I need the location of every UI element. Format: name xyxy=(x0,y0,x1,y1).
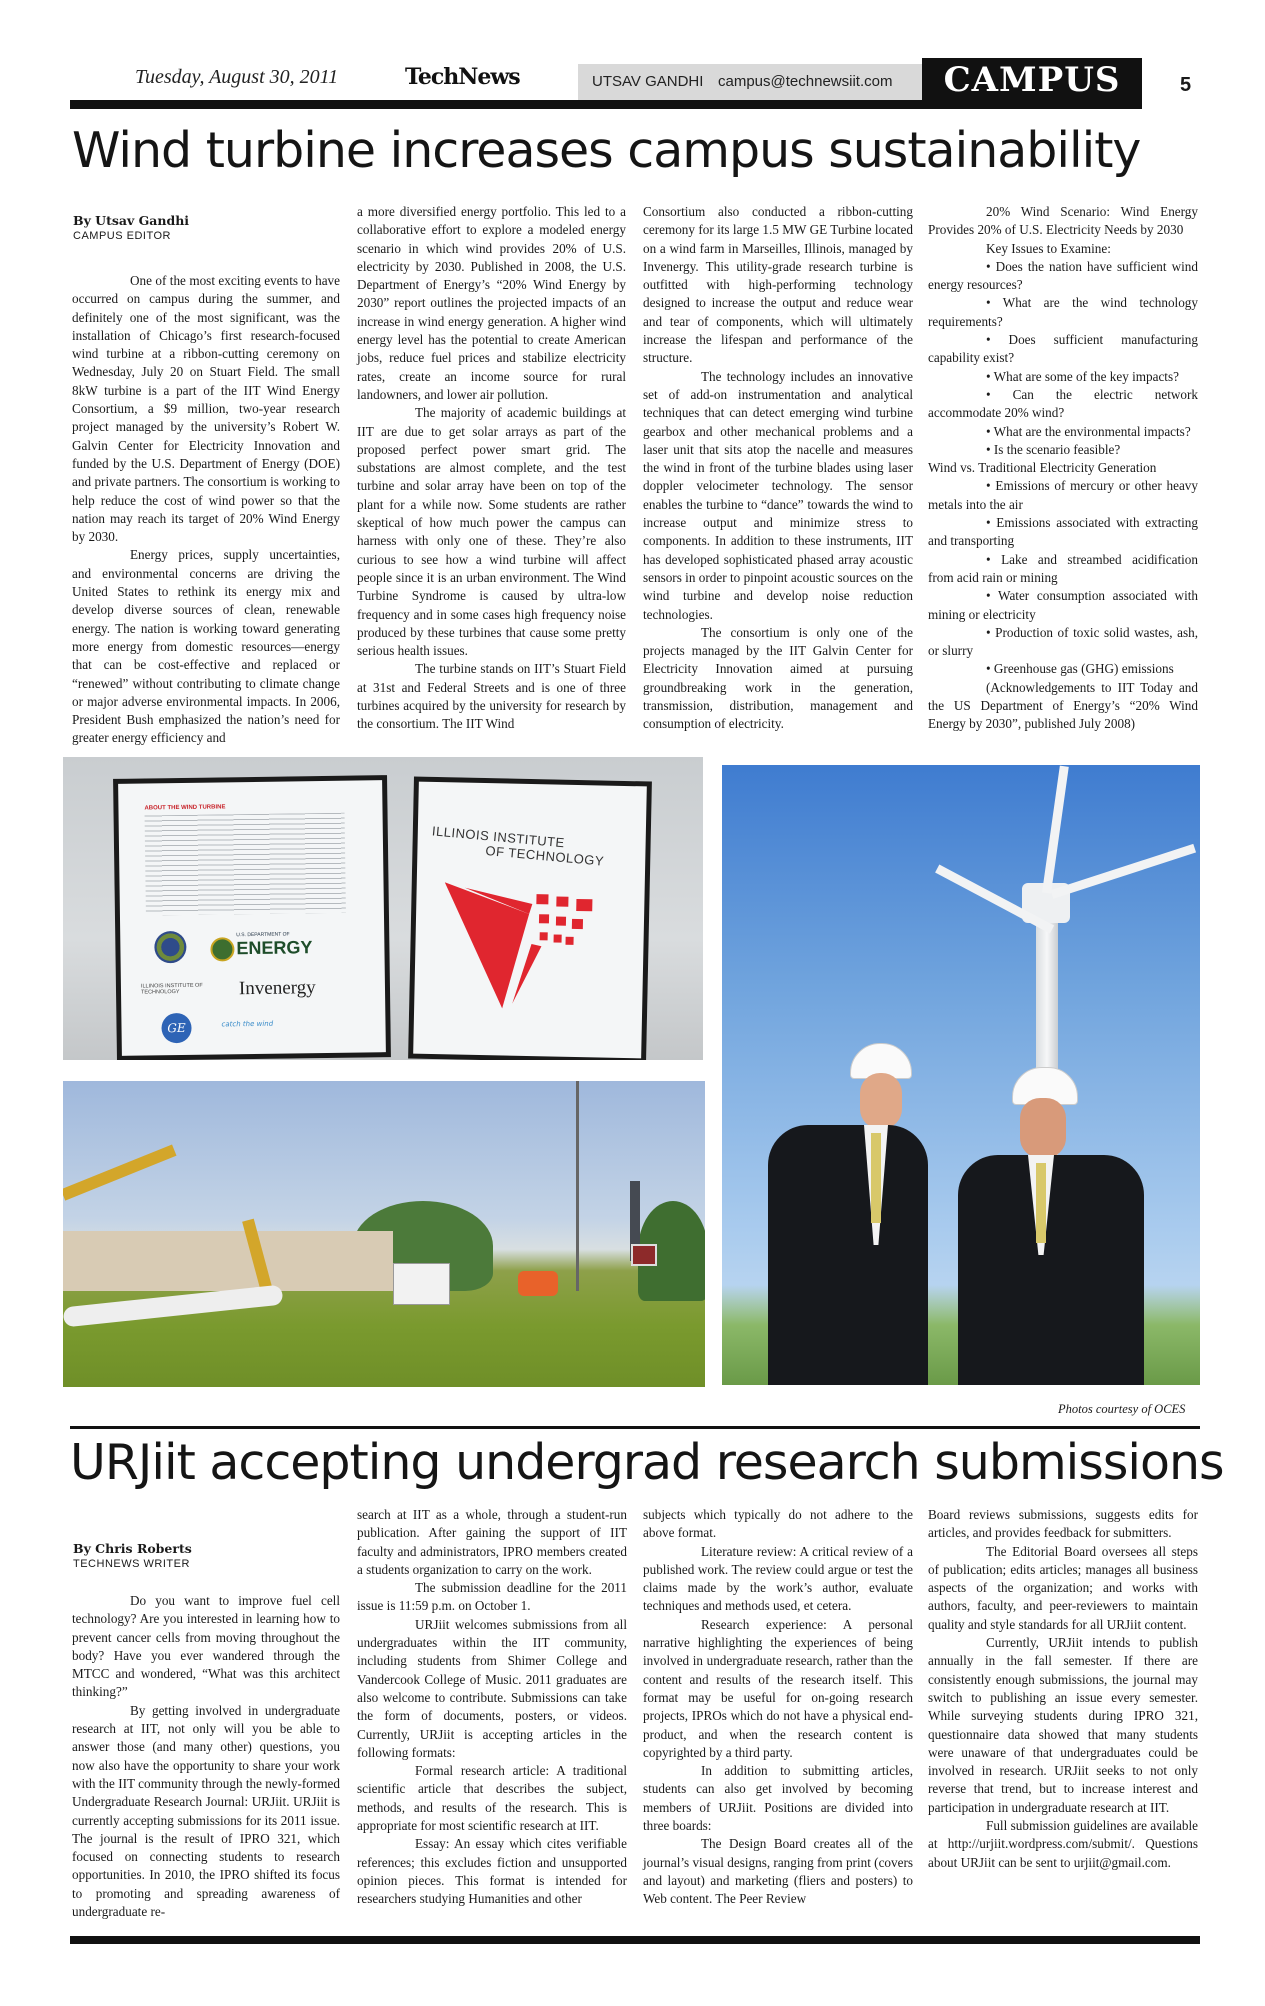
footer-rule xyxy=(70,1936,1200,1944)
bleachers xyxy=(63,1231,393,1291)
section-editor: UTSAV GANDHI xyxy=(592,73,704,90)
safety-fence xyxy=(518,1271,558,1296)
excavator-arm xyxy=(63,1144,177,1200)
sign-heading: ABOUT THE WIND TURBINE xyxy=(144,804,226,812)
list-item: • Lake and streambed acidification from acid rain or mining xyxy=(928,551,1198,585)
suit xyxy=(768,1125,928,1385)
list-item: • Water consumption associated with mining or electricity xyxy=(928,588,1198,622)
article2-byline: By Chris Roberts xyxy=(73,1541,192,1556)
catch-the-wind-logo: catch the wind xyxy=(221,1019,274,1029)
sidebar-intro: 20% Wind Scenario: Wind Energy Provides 20% of U.S. Electricity Needs by 2030 xyxy=(928,204,1198,238)
ge-logo-icon: GE xyxy=(161,1013,191,1043)
publication-logo: TechNews xyxy=(405,64,520,90)
doe-logo-text: ENERGY xyxy=(236,937,313,959)
paragraph: Do you want to improve fuel cell technology? Are you interested in learning how to prevent cancer cells from moving throughout the body? Have you ever wandered through the MTCC and wondered, “What was this architect thinking?” xyxy=(72,1593,340,1700)
doe-seal-icon xyxy=(210,937,234,961)
paragraph: The technology includes an innovative set of add-on instrumentation and analytical techniques that can detect emerging wind turbine gearbox and other mechanical problems and a laser unit that sits atop the nacelle and measures the wind in front of the turbine blades using laser doppler velocimeter technology. The sensor enables the turbine to “dance” towards the wind to increase output and minimize stress to components. In addition to these instruments, IIT has developed sophisticated phased array acoustic sensors in order to pinpoint acoustic sources on the wind turbine and develop noise reduction technologies. xyxy=(643,368,913,622)
paragraph: By getting involved in undergraduate research at IIT, not only will you be able to answer those (and many other) questions, you now also have the opportunity to share your work with the IIT community through the newly-formed Undergraduate Research Journal: URJiit. URJiit is currently accepting submissions for its 2011 issue. The journal is the result of IPRO 321, which focused on connecting students to research opportunities. In 2010, the IPRO shifted its focus to promoting and spreading awareness of undergraduate re- xyxy=(72,1702,340,1920)
paragraph: Essay: An essay which cites verifiable references; this excludes fiction and unsupported opinion pieces. This format is intended for researchers studying Humanities and other xyxy=(357,1836,627,1907)
list-item: • What are the environmental impacts? xyxy=(986,423,1191,439)
suit xyxy=(958,1155,1144,1385)
doe-label: U.S. DEPARTMENT OF xyxy=(236,931,290,939)
sidebar-comparison-label: Wind vs. Traditional Electricity Generation xyxy=(928,460,1157,476)
paragraph: Full submission guidelines are available at http://urjiit.wordpress.com/submit/. Questions about URJiit can be sent to urjiit@gmail.com. xyxy=(928,1818,1198,1870)
paragraph: URJiit welcomes submissions from all undergraduates within the IIT community, including students from Shimer College and Vandercook College of Music. 2011 graduates are also welcome to contribute. Submissions can take the form of documents, posters, or videos. Currently, URJiit is accepting articles in the following formats: xyxy=(357,1616,627,1760)
photo-executives-turbine xyxy=(722,765,1200,1385)
article1-byline-block xyxy=(73,213,343,242)
section-label: CAMPUS xyxy=(922,58,1142,102)
paragraph: Research experience: A personal narrative highlighting the experiences of being involved in undergraduate research, rather than the content and results of the research itself. This format may be useful for on-going research projects, IPROs which do not have a physical end-product, and when the research content is copyrighted by a third party. xyxy=(643,1616,913,1760)
list-item: • What are the wind technology requirements? xyxy=(928,295,1198,329)
list-item: • Does sufficient manufacturing capability exist? xyxy=(928,332,1198,366)
issue-date: Tuesday, August 30, 2011 xyxy=(135,66,339,88)
masthead-rule xyxy=(70,100,1142,109)
page-number: 5 xyxy=(1180,74,1192,96)
list-item: • Emissions of mercury or other heavy metals into the air xyxy=(928,478,1198,512)
paragraph: The consortium is only one of the projects managed by the IIT Galvin Center for Electricity Innovation aimed at pursuing groundbreaking work in the generation, transmission, distribution, management and consumption of electricity. xyxy=(643,624,913,732)
article2-column-3 xyxy=(643,1506,913,1909)
sign-body-text xyxy=(145,813,346,916)
face xyxy=(1020,1098,1066,1158)
light-pole xyxy=(576,1081,579,1291)
list-item: • Greenhouse gas (GHG) emissions xyxy=(986,661,1174,677)
paragraph: Currently, URJiit intends to publish annually in the fall semester. If there are consistently enough submissions, the journal may switch to publishing an issue every semester. While surveying students during IPRO 321, questionnaire data showed that many students were unaware of that undergraduates could be involved in research. URJiit seeks to not only reverse that trend, but to increase interest and participation in undergraduate research at IIT. xyxy=(928,1635,1198,1815)
paragraph: One of the most exciting events to have occurred on campus during the summer, and definitely one of the most significant, was the installation of Chicago’s first research-focused wind turbine at a ribbon-cutting ceremony on Wednesday, July 20 on Stuart Field. The small 8kW turbine is a part of the IIT Wind Energy Consortium, a $9 million, two-year research project managed by the university’s Robert W. Galvin Center for Electricity Innovation and funded by the U.S. Department of Energy (DOE) and private partners. The consortium is working to help reduce the cost of wind power so that the nation may reach its target of 20% Wind Energy by 2030. xyxy=(72,273,340,545)
sign-about-wind-turbine xyxy=(113,775,391,1060)
article2-byline-block xyxy=(73,1541,343,1570)
sidebar-key-issues-label: Key Issues to Examine: xyxy=(986,240,1111,256)
list-item: • Is the scenario feasible? xyxy=(986,441,1121,457)
paragraph: Literature review: A critical review of a published work. The review could argue or test the claims made by the work’s author, evaluate techniques and methods used, et cetera. xyxy=(643,1543,913,1614)
paragraph: In addition to submitting articles, students can also get involved by becoming members of URJiit. Positions are divided into three boards: xyxy=(643,1763,913,1834)
paragraph: subjects which typically do not adhere to the above format. xyxy=(643,1507,913,1541)
list-item: • Can the electric network accommodate 20% wind? xyxy=(928,386,1198,421)
list-item: • Emissions associated with extracting and transporting xyxy=(928,515,1198,549)
section-divider xyxy=(70,1426,1200,1429)
face xyxy=(860,1073,902,1129)
paragraph: Board reviews submissions, suggests edits for articles, and provides feedback for submitters. xyxy=(928,1507,1198,1541)
paragraph: The Editorial Board oversees all steps of publication; edits articles; manages all business aspects of the organization; and works with authors, faculty, and peer-reviewers to maintain quality and style standards for all URJiit content. xyxy=(928,1543,1198,1632)
paragraph: search at IIT as a whole, through a student-run publication. After gaining the support of IIT faculty and administrators, IPRO members created a students organization to carry on the work. xyxy=(357,1507,627,1577)
article1-column-3 xyxy=(643,203,913,734)
article1-role: CAMPUS EDITOR xyxy=(73,230,171,242)
list-item: • Production of toxic solid wastes, ash, or slurry xyxy=(928,624,1198,659)
tie xyxy=(1036,1163,1046,1243)
paragraph: The turbine stands on IIT’s Stuart Field at 31st and Federal Streets and is one of three turbines acquired by the university for research by the consortium. The IIT Wind xyxy=(357,661,626,732)
article2-column-4 xyxy=(928,1506,1198,1872)
photo-signs xyxy=(63,757,703,1060)
paragraph: The Design Board creates all of the journal’s visual designs, ranging from print (covers and layout) and marketing (fliers and posters) to Web content. The Peer Review xyxy=(643,1836,913,1907)
invenergy-logo-text: Invenergy xyxy=(238,977,316,1000)
iit-logo-text: ILLINOIS INSTITUTE OF TECHNOLOGY xyxy=(140,982,203,996)
article1-column-2 xyxy=(357,203,626,734)
tie xyxy=(871,1133,881,1223)
article1-sidebar xyxy=(928,203,1198,734)
iit-sign-line2: OF TECHNOLOGY xyxy=(484,842,605,869)
truck xyxy=(393,1263,450,1305)
photo-construction-field xyxy=(63,1081,705,1387)
paragraph: Formal research article: A traditional scientific article that describes the subject, methods, and results of the research. This is appropriate for most scientific research at IIT. xyxy=(357,1763,627,1834)
sign-iit-logo xyxy=(408,777,652,1060)
section-email: campus@technewsiit.com xyxy=(718,73,893,90)
iit-triangle-logo-icon xyxy=(442,882,605,1015)
article1-byline: By Utsav Gandhi xyxy=(73,213,190,228)
article2-column-2 xyxy=(357,1506,627,1909)
article1-headline: Wind turbine increases campus sustainability xyxy=(72,122,1141,179)
seal-logo-icon xyxy=(154,931,186,963)
article2-role: TECHNEWS WRITER xyxy=(73,1558,190,1570)
paragraph: Consortium also conducted a ribbon-cutting ceremony for its large 1.5 MW GE Turbine located on a wind farm in Marseilles, Illinois, managed by Invenergy. This utility-grade research turbine is outfitted with high-performing technology designed to increase the output and reduce wear and tear of components, which will ultimately increase the lifespan and performance of the structure. xyxy=(643,204,913,366)
paragraph: The submission deadline for the 2011 issue is 11:59 p.m. on October 1. xyxy=(357,1580,627,1614)
article2-headline: URJiit accepting undergrad research submissions xyxy=(70,1434,1224,1491)
paragraph: a more diversified energy portfolio. This led to a collaborative effort to explore a modeled energy scenario in which wind provides 20% of U.S. electricity by 2030. Published in 2008, the U.S. Department of Energy’s “20% Wind Energy by 2030” report outlines the projected impacts of an increase in wind energy generation. A higher wind energy level has the potential to create American jobs, reduce fuel prices and stabilize electricity rates, create an income source for rural landowners, and lower air pollution. xyxy=(357,204,626,402)
article1-column-1 xyxy=(72,272,340,748)
article2-column-1 xyxy=(72,1592,340,1921)
paragraph: Energy prices, supply uncertainties, and environmental concerns are driving the United States to rethink its energy mix and develop diverse sources of clean, renewable energy. The nation is working toward generating more energy from domestic resources—energy that can be cost-effective and replaced or “renewed” without contributing to climate change or major adverse environmental impacts. In 2006, President Bush emphasized the nation’s need for greater energy efficiency and xyxy=(72,547,340,746)
turbine-blade xyxy=(1042,766,1069,894)
turbine-blade xyxy=(1051,844,1196,899)
iit-sign-line1: ILLINOIS INSTITUTE xyxy=(431,823,566,851)
list-item: • Does the nation have sufficient wind energy resources? xyxy=(928,258,1198,293)
scoreboard xyxy=(631,1244,657,1266)
photo-caption: Photos courtesy of OCES xyxy=(1058,1402,1186,1416)
paragraph: The majority of academic buildings at IIT are due to get solar arrays as part of the proposed perfect power smart grid. The substations are almost complete, and the test turbine and solar array have been on top of the plant for a while now. Some students are rather skeptical of how much power the campus can harness with only one of these. They’re also curious to see how a wind turbine will affect people since it is an urban environment. The Wind Turbine Syndrome is caused by ultra-low frequency and in some cases high frequency noise produced by these turbines that cause some pretty serious health issues. xyxy=(357,405,626,659)
list-item: • What are some of the key impacts? xyxy=(986,368,1179,384)
sidebar-acknowledgement: (Acknowledgements to IIT Today and the US Department of Energy’s “20% Wind Energy by 2030”, published July 2008) xyxy=(928,679,1198,732)
